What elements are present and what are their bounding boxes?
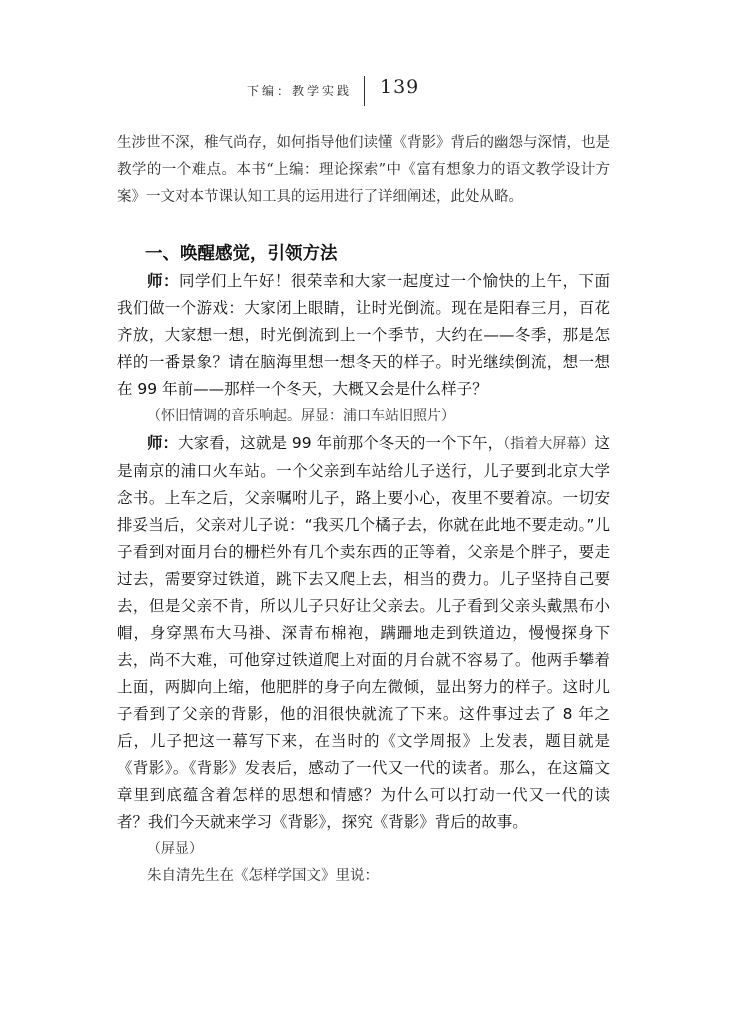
- paragraph-text-after: 这是南京的浦口火车站。一个父亲到车站给儿子送行，儿子要到北京大学念书。上车之后，父亲嘱咐儿子，路上要小心，夜里不要着凉。一切安排妥当后，父亲对儿子说：“我买几个橘子去，你就在此地不要走动。”儿子看到对面月台的栅栏外有几个卖东西的正等着，父亲是个胖子，要走过去，需要穿过铁道，跳下去又爬上去，相当的费力。儿子坚持自己要去，但是父亲不肯，所以儿子只好让父亲去。儿子看到父亲头戴黑布小帽，身穿黑布大马褂、深青布棉袍，蹒跚地走到铁道边，慢慢探身下去，尚不大难，可他穿过铁道爬上对面的月台就不容易了。他两手攀着上面，两脚向上缩，他肥胖的身子向左微倾，显出努力的样子。这时儿子看到了父亲的背影，他的泪很快就流了下来。这件事过去了 8 年之后，儿子把这一幕写下来，在当时的《文学周报》上发表，题目就是《背影》。《背影》发表后，感动了一代又一代的读者。那么，在这篇文章里到底蕴含着怎样的思想和情感？为什么可以打动一代又一代的读者？我们今天就来学习《背影》，探究《背影》背后的故事。: [117, 434, 610, 831]
- page-number: 139: [380, 76, 420, 98]
- stage-note-1: （怀旧情调的音乐响起。屏显：浦口车站旧照片）: [147, 408, 455, 424]
- paragraph-text: 同学们上午好！很荣幸和大家一起度过一个愉快的上午，下面我们做一个游戏：大家闭上眼睛，让时光倒流。现在是阳春三月，百花齐放，大家想一想，时光倒流到上一个季节，大约在——冬季，那是怎样的一番景象？请在脑海里想一想冬天的样子。时光继续倒流，想一想在 99 年前——那样一个冬天，大概又会是什么样子？: [117, 272, 610, 398]
- teacher-paragraph-1: [117, 268, 610, 403]
- intro-paragraph: 生涉世不深，稚气尚存，如何指导他们读懂《背影》背后的幽怨与深情，也是教学的一个难点。本书“上编：理论探索”中《富有想象力的语文教学设计方案》一文对本节课认知工具的运用进行了详细阐述，此处从略。: [117, 135, 610, 205]
- closing-line: 朱自清先生在《怎样学国文》里说：: [147, 868, 379, 884]
- header-title: 下编：教学实践: [246, 84, 352, 98]
- section-heading: 一、唤醒感觉，引领方法: [145, 244, 338, 264]
- paragraph-text-before: 大家看，这就是 99 年前那个冬天的一个下午，: [178, 434, 504, 452]
- stage-note-2: （屏显）: [147, 841, 203, 857]
- page-body: [117, 130, 610, 890]
- speaker-label: 师：: [147, 434, 179, 452]
- header-divider: [364, 76, 365, 106]
- aside-note: （指着大屏幕）: [503, 436, 595, 452]
- speaker-label: 师：: [147, 272, 179, 290]
- teacher-paragraph-2: [117, 430, 610, 836]
- running-header: [0, 76, 730, 110]
